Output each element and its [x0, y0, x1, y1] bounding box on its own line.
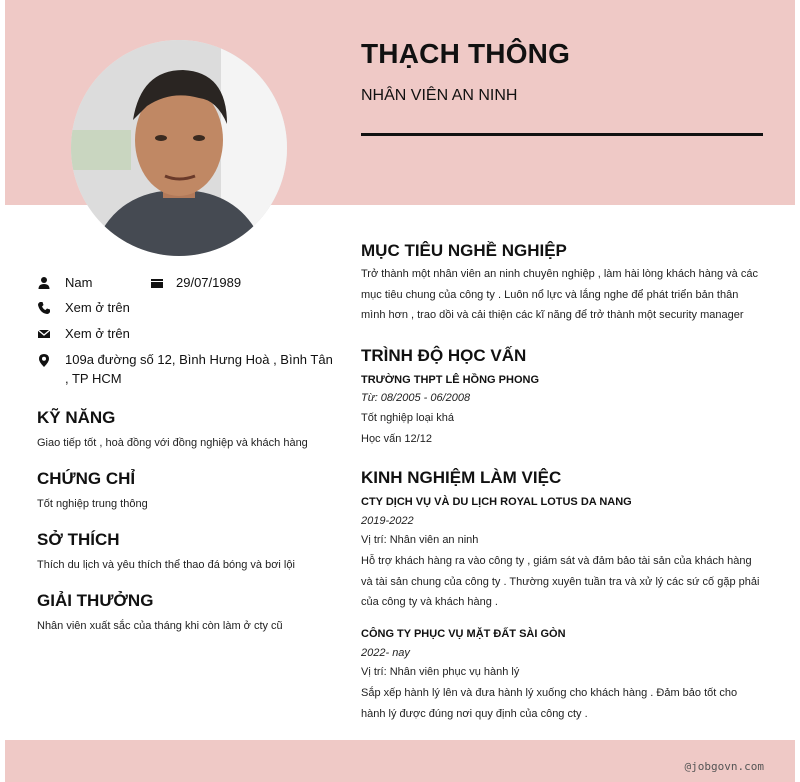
address-line-1: 109a đường số 12, Bình Hưng Hoà , Bình Tân [65, 352, 333, 367]
job-description [361, 551, 766, 613]
location-icon [37, 353, 51, 372]
gender-value: Nam [65, 275, 93, 290]
candidate-role: NHÂN VIÊN AN NINH [361, 87, 518, 104]
certificates-text: Tốt nghiệp trung thông [37, 498, 148, 510]
education-detail: Tốt nghiệp loại khá [361, 412, 454, 424]
job-position: Vị trí: Nhân viên an ninh [361, 534, 479, 546]
job-period: 2022- nay [361, 647, 410, 659]
objective-line: mục tiêu chung của công ty . Luôn nổ lực và lắng nghe để phát triển bản thân [361, 288, 739, 301]
job-company: CTY DỊCH VỤ VÀ DU LỊCH ROYAL LOTUS DA NANG [361, 496, 632, 508]
footer-band [5, 740, 795, 782]
candidate-name: THẠCH THÔNG [361, 38, 571, 69]
objective-line: mình hơn , trao dồi và cải thiện các kĩ năng để trở thành một security manager [361, 309, 744, 321]
education-heading: TRÌNH ĐỘ HỌC VẤN [361, 346, 527, 365]
job-description [361, 683, 766, 724]
calendar-icon [150, 276, 164, 295]
person-icon [37, 276, 51, 295]
email-value: Xem ở trên [65, 326, 130, 341]
objective-heading: MỤC TIÊU NGHỀ NGHIỆP [361, 241, 567, 260]
phone-value: Xem ở trên [65, 300, 130, 315]
job-company: CÔNG TY PHỤC VỤ MẶT ĐẤT SÀI GÒN [361, 628, 566, 640]
job-description-line: Hỗ trợ khách hàng ra vào công ty , giám sát và đảm bảo tài sản của khách hàng [361, 555, 752, 567]
phone-icon [37, 301, 51, 320]
job-description-line: và tài sản chung của công ty . Thường xuyên tuần tra và xử lý các sứ cố gặp phải [361, 575, 760, 588]
education-period: Từ: 08/2005 - 06/2008 [361, 392, 471, 404]
job-description-line: hành lý được đúng nơi quy định của công cty . [361, 707, 588, 720]
objective-text [361, 264, 766, 326]
job-description-line: của công ty và khách hàng . [361, 596, 498, 608]
school-name: TRƯỜNG THPT LÊ HỒNG PHONG [361, 374, 540, 386]
hobbies-text: Thích du lịch và yêu thích thể thao đá bóng và bơi lội [37, 559, 295, 571]
address-line-2: , TP HCM [65, 371, 122, 386]
job-description-line: Sắp xếp hành lý lên và đưa hành lý xuống cho khách hàng . Đảm bảo tốt cho [361, 687, 738, 699]
education-detail: Học vấn 12/12 [361, 433, 432, 445]
experience-heading: KINH NGHIỆM LÀM VIỆC [361, 468, 562, 487]
mail-icon [37, 327, 51, 346]
certificates-heading: CHỨNG CHỈ [37, 469, 136, 488]
job-period: 2019-2022 [361, 515, 414, 527]
job-position: Vị trí: Nhân viên phục vụ hành lý [361, 666, 520, 678]
watermark: @jobgovn.com [684, 760, 764, 773]
awards-text: Nhân viên xuất sắc của tháng khi còn làm ở cty cũ [37, 620, 283, 632]
skills-heading: KỸ NĂNG [37, 408, 116, 427]
header-divider [361, 133, 763, 136]
hobbies-heading: SỞ THÍCH [37, 530, 120, 549]
profile-photo [71, 40, 287, 256]
awards-heading: GIẢI THƯỞNG [37, 591, 154, 610]
objective-line: Trở thành một nhân viên an ninh chuyên nghiệp , làm hài lòng khách hàng và các [361, 268, 758, 280]
skills-text: Giao tiếp tốt , hoà đồng với đồng nghiệp và khách hàng [37, 437, 308, 449]
birthdate-value: 29/07/1989 [176, 275, 242, 290]
